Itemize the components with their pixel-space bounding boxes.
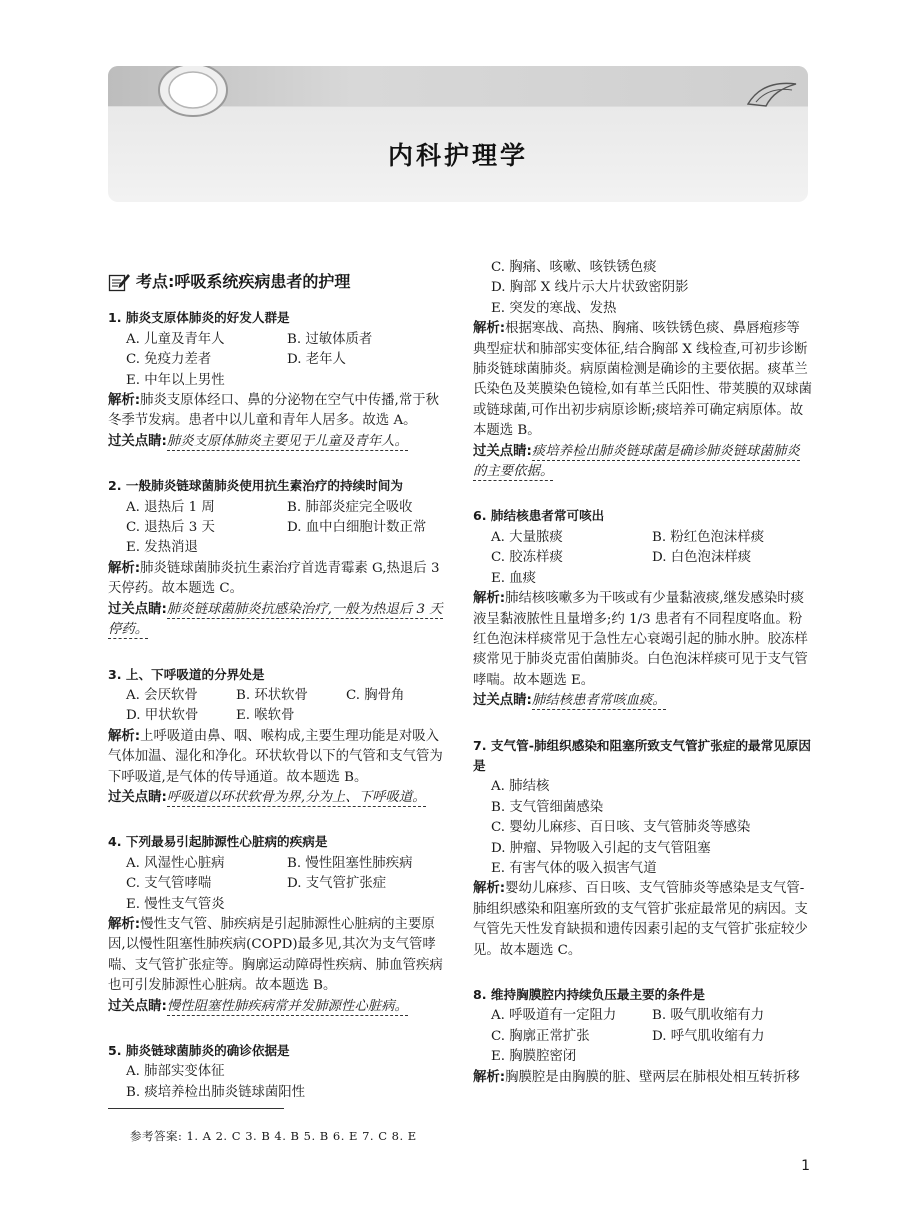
option-d: D. 老年人: [287, 352, 346, 368]
explanation: 解析:慢性支气管、肺疾病是引起肺源性心脏病的主要原因,以慢性阻塞性肺疾病(COPD)最多见,其次为支气管哮喘、支气管扩张症等。胸廓运动障碍性疾病、肺血管疾病也可引发肺源性心脏病。故本题选 B。: [108, 916, 443, 994]
explanation: 解析:肺炎支原体经口、鼻的分泌物在空气中传播,常于秋冬季节发病。患者中以儿童和青年人居多。故选 A。: [108, 393, 439, 429]
question-title: 2. 一般肺炎链球菌肺炎使用抗生素治疗的持续时间为: [108, 478, 403, 494]
chapter-banner: [108, 66, 808, 202]
footnote-divider: [108, 1108, 284, 1109]
options: [108, 686, 448, 727]
option-d: D. 甲状软骨: [126, 708, 199, 724]
question-6: [473, 506, 813, 711]
option-b: B. 吸气肌收缩有力: [652, 1008, 765, 1024]
page-title: 内科护理学: [387, 141, 528, 170]
right-column: [473, 258, 813, 1088]
option-d: D. 肿瘤、异物吸入引起的支气管阻塞: [491, 840, 711, 856]
question-1: [108, 308, 448, 452]
options: [473, 258, 813, 319]
explanation: 解析:肺结核咳嗽多为干咳或有少量黏液痰,继发感染时痰液呈黏液脓性且量增多;约 1/3 患者有不同程度咯血。粉红色泡沫样痰常见于急性左心衰竭引起的肺水肿。胶冻样痰常见于肺炎克雷伯菌肺炎。白色泡沫样痰可见于支气管哮喘。故本题选 E。: [473, 591, 808, 688]
options: [108, 1062, 448, 1103]
explanation: 解析:胸膜腔是由胸膜的脏、壁两层在肺根处相互转折移: [473, 1069, 800, 1085]
question-5-continued: [473, 258, 813, 482]
option-d: D. 胸部 X 线片示大片状致密阴影: [491, 280, 689, 296]
wing-logo-icon: [742, 78, 800, 112]
key-tip: 过关点睛:肺炎支原体肺炎主要见于儿童及青年人。: [108, 433, 408, 449]
option-b: B. 过敏体质者: [287, 331, 373, 347]
question-title: 4. 下列最易引起肺源性心脏病的疾病是: [108, 834, 328, 850]
option-d: D. 血中白细胞计数正常: [287, 520, 427, 536]
explanation: 解析:肺炎链球菌肺炎抗生素治疗首选青霉素 G,热退后 3 天停药。故本题选 C。: [108, 560, 440, 597]
option-b: B. 痰培养检出肺炎链球菌阳性: [126, 1084, 306, 1100]
explanation: 解析:上呼吸道由鼻、咽、喉构成,主要生理功能是对吸入气体加温、湿化和净化。环状软骨以下的气管和支气管为下呼吸道,是气体的传导通道。故本题选 B。: [108, 728, 443, 785]
question-4: [108, 832, 448, 1017]
question-8: [473, 985, 813, 1088]
options: [108, 330, 448, 391]
option-d: D. 白色泡沫样痰: [652, 550, 752, 566]
option-a: A. 呼吸道有一定阻力: [491, 1008, 617, 1024]
key-tip: 过关点睛:痰培养检出肺炎链球菌是确诊肺炎链球菌肺炎的主要依据。: [473, 443, 800, 480]
option-c: C. 免疫力差者: [126, 352, 212, 368]
option-c: C. 胸骨角: [346, 687, 405, 703]
option-b: B. 慢性阻塞性肺疾病: [287, 855, 413, 871]
options: [108, 498, 448, 559]
key-tip: 过关点睛:慢性阻塞性肺疾病常并发肺源性心脏病。: [108, 998, 408, 1014]
option-c: C. 退热后 3 天: [126, 520, 215, 536]
option-e: E. 有害气体的吸入损害气道: [491, 860, 657, 876]
option-e: E. 血痰: [491, 570, 537, 586]
option-e: E. 慢性支气管炎: [126, 896, 225, 912]
option-b: B. 支气管细菌感染: [491, 799, 604, 815]
option-e: E. 发热消退: [126, 540, 198, 556]
note-pencil-icon: [108, 272, 130, 292]
option-c: C. 支气管哮喘: [126, 876, 212, 892]
page-number: 1: [801, 1158, 810, 1174]
question-title: 1. 肺炎支原体肺炎的好发人群是: [108, 310, 290, 326]
question-title: 6. 肺结核患者常可咳出: [473, 508, 605, 524]
question-title: 5. 肺炎链球菌肺炎的确诊依据是: [108, 1043, 290, 1058]
option-a: A. 儿童及青年人: [126, 331, 225, 347]
option-a: A. 肺部实变体征: [126, 1064, 225, 1080]
left-column: [108, 258, 448, 1103]
option-e: E. 中年以上男性: [126, 372, 225, 388]
key-tip: 过关点睛:呼吸道以环状软骨为界,分为上、下呼吸道。: [108, 789, 426, 805]
explanation: 解析:婴幼儿麻疹、百日咳、支气管肺炎等感染是支气管-肺组织感染和阻塞所致的支气管扩张症最常见的病因。支气管先天性发育缺损和遗传因素引起的支气管扩张症较少见。故本题选 C。: [473, 881, 808, 958]
option-a: A. 风湿性心脏病: [126, 855, 225, 871]
option-b: B. 肺部炎症完全吸收: [287, 499, 413, 515]
options: [473, 777, 813, 879]
question-7: [473, 736, 813, 961]
question-2: [108, 476, 448, 640]
section-title: 考点:呼吸系统疾病患者的护理: [136, 272, 351, 291]
key-tip: 过关点睛:肺结核患者常咳血痰。: [473, 693, 666, 709]
question-title: 7. 支气管-肺组织感染和阻塞所致支气管扩张症的最常见原因是: [473, 737, 812, 773]
option-e: E. 胸膜腔密闭: [491, 1049, 577, 1065]
question-5: [108, 1041, 448, 1103]
explanation: 解析:根据寒战、高热、胸痛、咳铁锈色痰、鼻唇疱疹等典型症状和肺部实变体征,结合胸部 X 线检查,可初步诊断肺炎链球菌肺炎。病原菌检测是确诊的主要依据。痰革兰氏染色及荚膜染色镜检,如有革兰氏阳性、带荚膜的双球菌或链球菌,可作出初步病原诊断;痰培养可确定病原体。故本题选 B。: [473, 321, 813, 439]
option-a: A. 退热后 1 周: [126, 499, 215, 515]
answer-key: 参考答案: 1. A 2. C 3. B 4. B 5. B 6. E 7. C 8. E: [130, 1129, 417, 1143]
option-e: E. 突发的寒战、发热: [491, 300, 617, 316]
options: [108, 854, 448, 915]
question-3: [108, 665, 448, 809]
option-c: C. 胸痛、咳嗽、咳铁锈色痰: [491, 260, 657, 275]
option-a: A. 大量脓痰: [491, 529, 563, 545]
option-e: E. 喉软骨: [236, 708, 295, 724]
option-a: A. 会厌软骨: [126, 687, 198, 703]
option-a: A. 肺结核: [491, 779, 550, 795]
options: [473, 1006, 813, 1067]
section-heading: [108, 272, 448, 292]
option-c: C. 胸廓正常扩张: [491, 1028, 590, 1044]
option-b: B. 粉红色泡沫样痰: [652, 529, 765, 545]
options: [473, 528, 813, 589]
option-d: D. 呼气肌收缩有力: [652, 1028, 765, 1044]
option-b: B. 环状软骨: [236, 687, 308, 703]
option-c: C. 婴幼儿麻疹、百日咳、支气管肺炎等感染: [491, 820, 751, 836]
question-title: 8. 维持胸膜腔内持续负压最主要的条件是: [473, 987, 706, 1002]
option-c: C. 胶冻样痰: [491, 550, 563, 566]
question-title: 3. 上、下呼吸道的分界处是: [108, 666, 265, 682]
glass-decoration-icon: [138, 66, 248, 120]
option-d: D. 支气管扩张症: [287, 876, 387, 892]
key-tip: 过关点睛:肺炎链球菌肺炎抗感染治疗,一般为热退后 3 天停药。: [108, 601, 443, 638]
